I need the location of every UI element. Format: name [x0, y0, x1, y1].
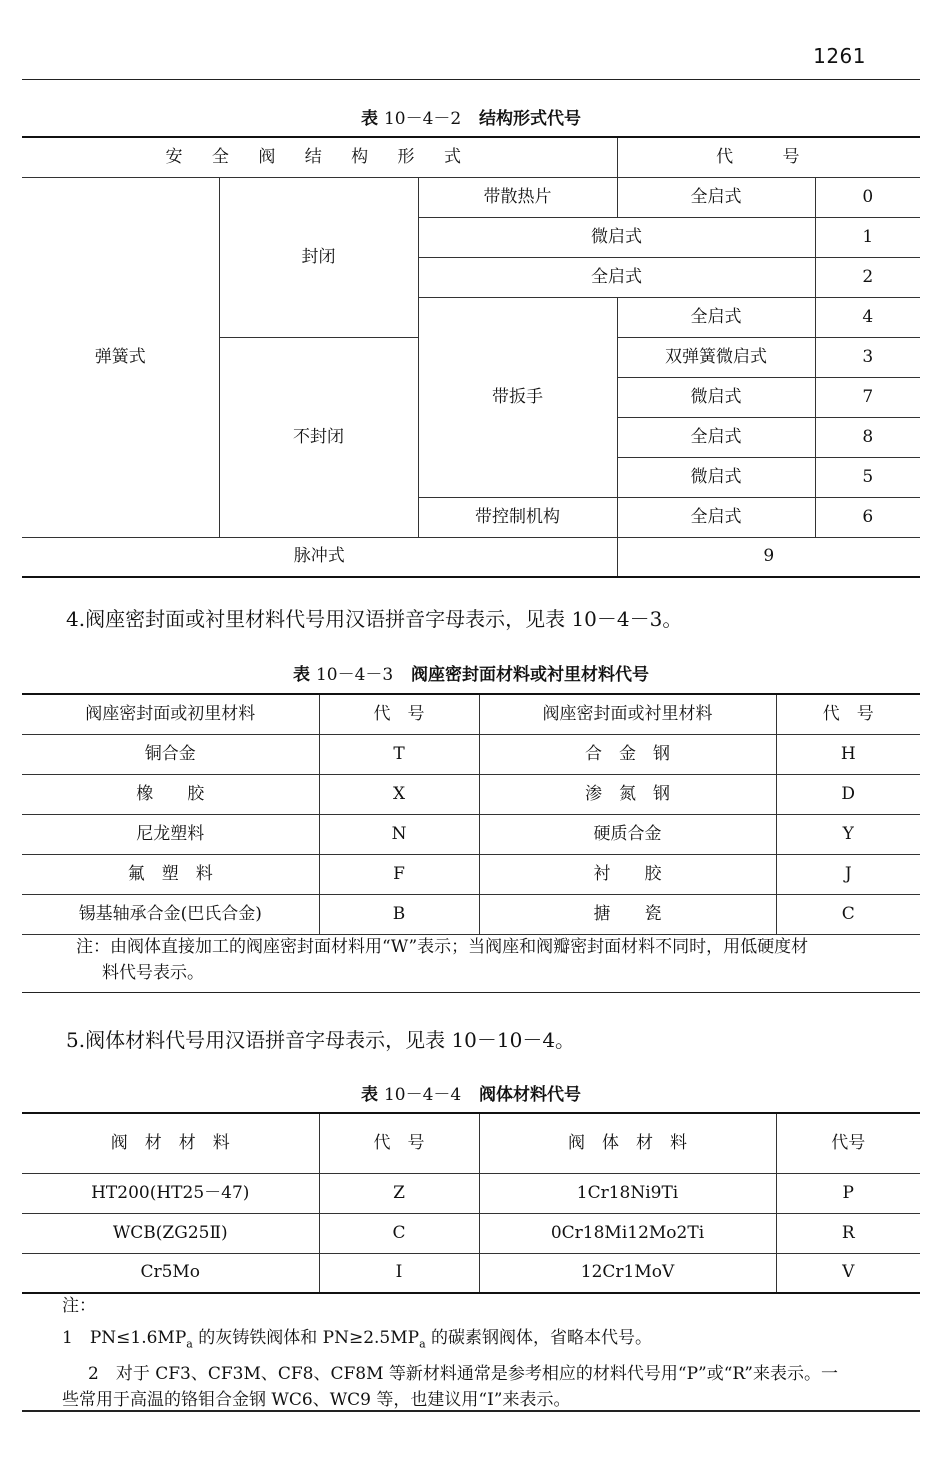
note-line: 注：由阀体直接加工的阀座密封面材料用“W”表示；当阀座和阀瓣密封面材料不同时，用低硬度材 [76, 937, 809, 957]
note-item-2: 2 对于 CF3、CF3M、CF8、CF8M 等新材料通常是参考相应的材料代号用“P”或“R”来表示。一 [88, 1364, 838, 1385]
table-cell: 铜合金 [22, 734, 319, 774]
table-cell: T [319, 734, 479, 774]
cell-not-closed: 不封闭 [219, 337, 418, 537]
cell-with-radiator: 带散热片 [418, 177, 617, 217]
caption-title: 阀座密封面材料或衬里材料代号 [410, 665, 649, 685]
cell-code: 5 [815, 457, 920, 497]
table-cell: 12Cr1MoV [479, 1253, 776, 1293]
cell-type: 全启式 [617, 417, 815, 457]
table-cell: 合 金 钢 [479, 734, 776, 774]
caption-number: 10－4－3 [315, 665, 394, 685]
table-cell: 硬质合金 [479, 814, 776, 854]
header-code: 代 号 [319, 1113, 479, 1173]
cell-code: 8 [815, 417, 920, 457]
table-cell: Ⅰ [319, 1253, 479, 1293]
table-cell: J [776, 854, 920, 894]
table-cell: Cr5Mo [22, 1253, 319, 1293]
cell-code: 1 [815, 217, 920, 257]
cell-code: 4 [815, 297, 920, 337]
table-cell: Z [319, 1173, 479, 1213]
header-material: 阀 体 材 料 [479, 1113, 776, 1173]
table-cell: R [776, 1213, 920, 1253]
cell-type: 全启式 [617, 297, 815, 337]
table-cell: V [776, 1253, 920, 1293]
cell-code: 6 [815, 497, 920, 537]
table-cell: C [776, 894, 920, 934]
paragraph-4: 4.阀座密封面或衬里材料代号用汉语拼音字母表示，见表 10－4－3。 [66, 607, 683, 631]
header-structure: 安 全 阀 结 构 形 式 [22, 137, 617, 177]
caption-prefix: 表 [293, 665, 311, 685]
header-code: 代号 [776, 1113, 920, 1173]
cell-with-control: 带控制机构 [418, 497, 617, 537]
cell-type: 微启式 [617, 457, 815, 497]
caption-title: 结构形式代号 [478, 109, 581, 129]
cell-pulse: 脉冲式 [22, 537, 617, 577]
table-cell: N [319, 814, 479, 854]
header-rule [22, 79, 920, 80]
cell-type: 全启式 [617, 177, 815, 217]
table-cell: 0Cr18Mi12Mo2Ti [479, 1213, 776, 1253]
cell-type: 全启式 [418, 257, 815, 297]
header-material: 阀座密封面或衬里材料 [479, 694, 776, 734]
table-10-4-3-caption [22, 660, 920, 685]
table-cell: X [319, 774, 479, 814]
table-cell: D [776, 774, 920, 814]
caption-number: 10－4－2 [383, 109, 462, 129]
table-10-4-2-caption [22, 104, 920, 129]
table-cell: P [776, 1173, 920, 1213]
cell-code: 2 [815, 257, 920, 297]
table-cell: 尼龙塑料 [22, 814, 319, 854]
header-code: 代 号 [319, 694, 479, 734]
cell-code: 0 [815, 177, 920, 217]
table-cell: H [776, 734, 920, 774]
table-cell: 渗 氮 钢 [479, 774, 776, 814]
seat-material-table [22, 693, 920, 935]
cell-spring: 弹簧式 [22, 177, 219, 537]
note-line: 料代号表示。 [102, 963, 204, 983]
body-material-table [22, 1112, 920, 1294]
table-cell: 衬 胶 [479, 854, 776, 894]
page-number: 1261 [813, 44, 866, 68]
cell-code: 3 [815, 337, 920, 377]
header-material: 阀座密封面或初里材料 [22, 694, 319, 734]
note-title: 注： [62, 1296, 96, 1316]
note-rule [22, 992, 920, 993]
table-cell: C [319, 1213, 479, 1253]
header-code: 代 号 [617, 137, 920, 177]
header-code: 代 号 [776, 694, 920, 734]
note-item-2-cont: 些常用于高温的铬钼合金钢 WC6、WC9 等，也建议用“I”来表示。 [62, 1390, 571, 1411]
table-10-4-4-notes [62, 1293, 920, 1413]
table-10-4-4-caption [22, 1080, 920, 1105]
cell-type: 微启式 [617, 377, 815, 417]
note-item-1: 1 $PN\le 1.6MP_a$ 的灰铸铁阀体和 $PN\ge 2.5MP_a$ 的碳素钢阀体，省略本代号。 [62, 1328, 653, 1351]
table-cell: WCB(ZG25Ⅱ) [22, 1213, 319, 1253]
table-cell: 橡 胶 [22, 774, 319, 814]
table-cell: 搪 瓷 [479, 894, 776, 934]
table-cell: 锡基轴承合金(巴氏合金) [22, 894, 319, 934]
cell-closed: 封闭 [219, 177, 418, 337]
caption-number: 10－4－4 [383, 1085, 462, 1105]
caption-prefix: 表 [361, 109, 379, 129]
table-cell: Y [776, 814, 920, 854]
caption-title: 阀体材料代号 [478, 1085, 581, 1105]
cell-with-wrench: 带扳手 [418, 297, 617, 497]
cell-type: 微启式 [418, 217, 815, 257]
cell-type: 全启式 [617, 497, 815, 537]
structure-code-table [22, 136, 920, 578]
table-cell: B [319, 894, 479, 934]
table-10-4-3-note [76, 934, 920, 986]
bottom-rule [22, 1410, 920, 1412]
cell-pulse-code: 9 [617, 537, 920, 577]
cell-code: 7 [815, 377, 920, 417]
caption-prefix: 表 [361, 1085, 379, 1105]
table-cell: 氟 塑 料 [22, 854, 319, 894]
table-cell: F [319, 854, 479, 894]
paragraph-5: 5.阀体材料代号用汉语拼音字母表示，见表 10－10－4。 [66, 1028, 576, 1052]
table-cell: HT200(HT25－47) [22, 1173, 319, 1213]
header-material: 阀 材 材 料 [22, 1113, 319, 1173]
cell-type: 双弹簧微启式 [617, 337, 815, 377]
table-cell: 1Cr18Ni9Ti [479, 1173, 776, 1213]
